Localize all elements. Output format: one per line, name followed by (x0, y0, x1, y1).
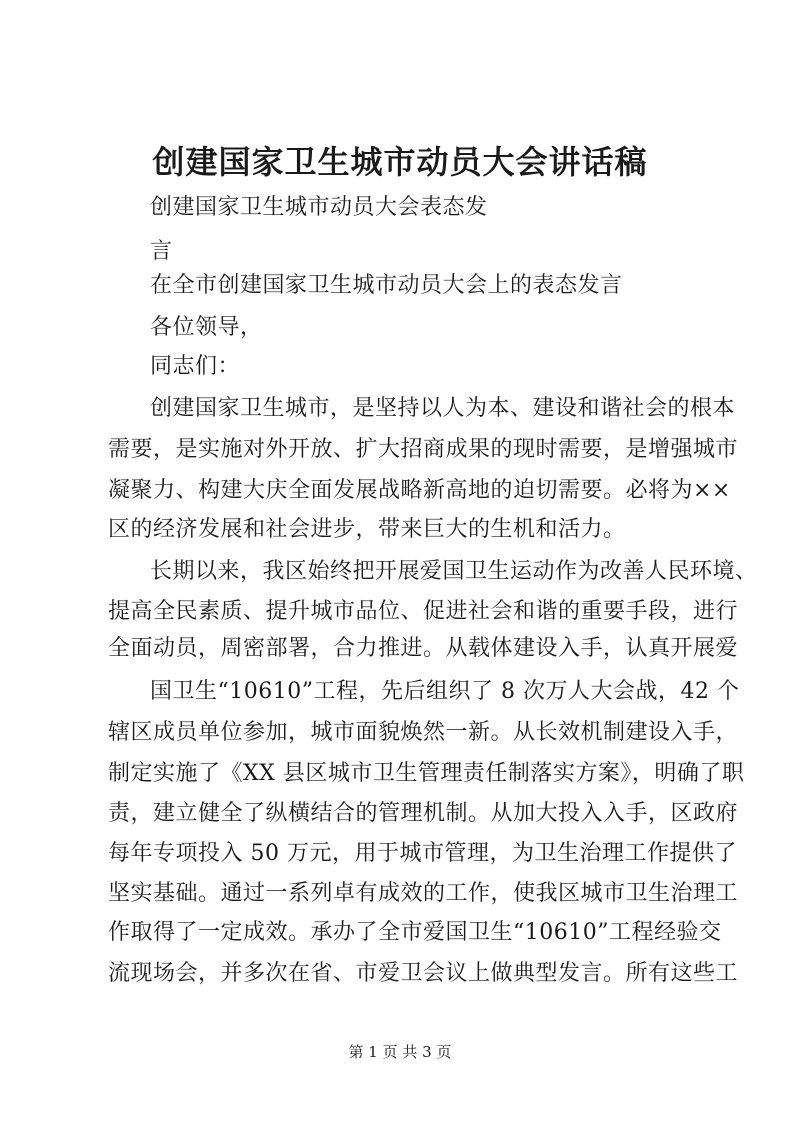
document-title: 创建国家卫生城市动员大会讲话稿 (152, 143, 648, 181)
page-footer: 第 1 页 共 3 页 (348, 1043, 452, 1061)
text-line: 在全市创建国家卫生城市动员大会上的表态发言 (150, 273, 623, 298)
text-line: 长期以来，我区始终把开展爱国卫生运动作为改善人民环境、 (150, 559, 758, 584)
text-line: 区的经济发展和社会进步，带来巨大的生机和活力。 (108, 517, 626, 542)
text-line: 制定实施了《XX 县区城市卫生管理责任制落实方案》，明确了职 (108, 761, 745, 786)
text-line: 凝聚力、构建大庆全面发展战略新高地的迫切需要。必将为×× (108, 478, 731, 503)
text-line: 创建国家卫生城市，是坚持以人为本、建设和谐社会的根本 (150, 396, 736, 421)
text-line: 流现场会，并多次在省、市爱卫会议上做典型发言。所有这些工 (108, 961, 739, 986)
text-line: 每年专项投入 50 万元，用于城市管理，为卫生治理工作提供了 (108, 841, 737, 866)
text-line: 同志们： (150, 354, 241, 379)
text-line: 作取得了一定成效。承办了全市爱国卫生“10610”工程经验交 (108, 920, 722, 945)
text-line: 责，建立健全了纵横结合的管理机制。从加大投入入手，区政府 (108, 801, 739, 826)
text-line: 国卫生“10610”工程，先后组织了 8 次万人大会战，42 个 (150, 679, 740, 704)
text-line: 全面动员，周密部署，合力推进。从载体建设入手，认真开展爱 (108, 636, 739, 661)
text-line: 提高全民素质、提升城市品位、促进社会和谐的重要手段，进行 (108, 599, 739, 624)
text-line: 坚实基础。通过一系列卓有成效的工作，使我区城市卫生治理工 (108, 881, 739, 906)
text-line: 言 (150, 239, 173, 264)
text-line: 辖区成员单位参加，城市面貌焕然一新。从长效机制建设入手， (108, 720, 739, 745)
text-line: 创建国家卫生城市动员大会表态发 (150, 195, 488, 220)
text-line: 各位领导， (150, 315, 263, 340)
text-line: 需要，是实施对外开放、扩大招商成果的现时需要，是增强城市 (108, 437, 739, 462)
